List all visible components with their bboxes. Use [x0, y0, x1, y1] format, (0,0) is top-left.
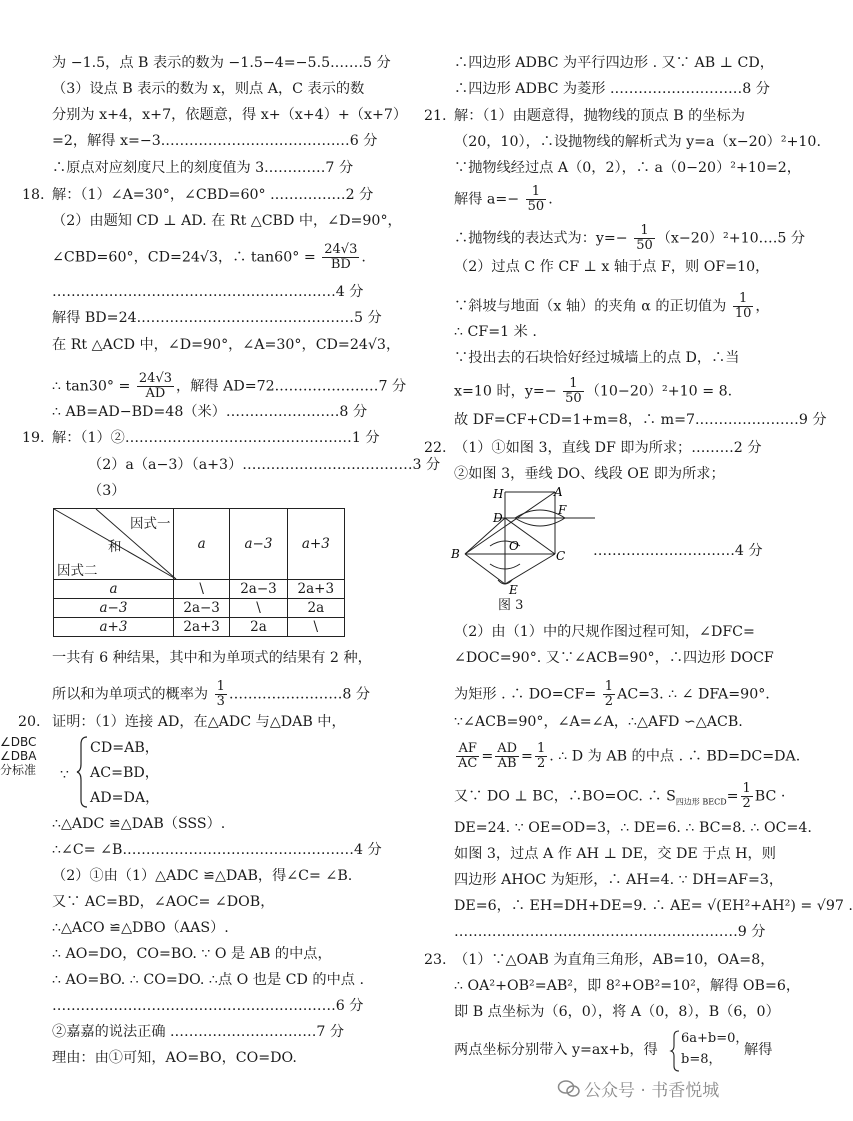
text-line: ∴ AO=DO，CO=BO. ∵ O 是 AB 的中点， [52, 946, 332, 962]
text-line: ∵投出去的石块恰好经过城墙上的点 D，∴当 [454, 350, 740, 366]
text-line: （3）设点 B 表示的数为 x，则点 A，C 表示的数 [52, 81, 365, 97]
question-number: 19. [22, 430, 45, 446]
text-line: =2，解得 x=−3.…………………………………6 分 [52, 133, 378, 149]
system-equation: 6a+b=0， [681, 1031, 749, 1046]
text-line: ∴抛物线的表达式为：y=− $\frac{1}{50}$ （x−20）²+10.…5 分 [454, 223, 806, 253]
system-equation: CD=AB， [90, 740, 159, 756]
system-brace [76, 736, 88, 808]
row-label: a−3 [54, 599, 174, 618]
fraction: $\frac{24√3}{AD}$ [138, 371, 173, 401]
fraction: $\frac{AD}{AB}$ [497, 741, 518, 771]
text-line: ∴∠C= ∠B.…………………………………………4 分 [52, 842, 382, 858]
text-line: 两点坐标分别带入 y=ax+b，得 [454, 1042, 658, 1058]
fig-label-H: H [493, 487, 504, 501]
system-equation: AC=BD， [90, 765, 159, 781]
text-line: ∴ OA²+OB²=AB²，即 8²+OB²=10²，解得 OB=6， [454, 978, 801, 994]
fraction: $\frac{1}{3}$ [216, 679, 225, 709]
text-line: 为 −1.5，点 B 表示的数为 −1.5−4=−5.5.……5 分 [52, 55, 391, 71]
fig-label-E: E [509, 583, 518, 597]
fig-label-D: D [493, 511, 503, 525]
text-line: ∴ CF=1 米 . [454, 324, 537, 340]
question-number: 23. [424, 952, 447, 968]
row-label: a [54, 580, 174, 599]
corner-mid-label: 和 [108, 539, 122, 555]
table-cell: \ [287, 618, 344, 637]
text-line: 理由：由①可知，AO=BO，CO=DO. [52, 1050, 297, 1066]
watermark: 公众号 · 书香悦城 [558, 1076, 719, 1101]
text-line: ∴ AB=AD−BD=48（米）……………………8 分 [52, 404, 368, 420]
table-cell: 2a+3 [173, 618, 229, 637]
text-line: （2）a（a−3）（a+3）………………………………3 分 [88, 457, 441, 473]
text-line: 又∵ AC=BD，∠AOC= ∠DOB， [52, 894, 275, 910]
fraction: $\frac{1}{2}$ [742, 781, 751, 811]
text-line: ∵斜坡与地面（x 轴）的夹角 α 的正切值为 $\frac{1}{10}$ ， [454, 291, 770, 321]
table-cell: 2a+3 [287, 580, 344, 599]
corner-top-label: 因式一 [130, 516, 171, 532]
text-line: （20，10），∴设抛物线的解析式为 y=a（x−20）²+10. [454, 134, 821, 150]
text-line: ②嘉嘉的说法正确 .…………………………7 分 [52, 1024, 345, 1040]
because-symbol: ∵ [60, 767, 70, 783]
fraction: $\frac{1}{50}$ [527, 184, 545, 214]
text-line: （2）由题知 CD ⊥ AD. 在 Rt △CBD 中，∠D=90°， [52, 213, 402, 229]
fraction: $\frac{1}{2}$ [604, 679, 614, 709]
table-row [54, 580, 345, 599]
fraction: $\frac{24√3}{BD}$ [324, 242, 358, 272]
text-line: ……………………………………………………4 分 [52, 284, 364, 300]
text-line: （2）①由（1）△ADC ≌△DAB，得∠C= ∠B. [52, 868, 353, 884]
fig-label-C: C [556, 549, 566, 563]
text-line: $\frac{AF}{AC}$ = $\frac{AD}{AB}$ = $\frac{1}{2}$ . ∴ D 为 AB 的中点 . ∴ BD=DC=DA. [458, 741, 801, 771]
fraction: $\frac{1}{50}$ [565, 376, 582, 406]
question-number: 18. [22, 187, 45, 203]
corner-bottom-label: 因式二 [57, 563, 98, 579]
text-line: ∴ AO=BO. ∴ CO=DO. ∴点 O 也是 CD 的中点 . [52, 972, 364, 988]
system-equation: b=8， [681, 1052, 722, 1067]
text-line: 解得 BD=24.………………………………………5 分 [52, 310, 382, 326]
text-line: 解：（1）∠A=30°，∠CBD=60° .……………2 分 [52, 187, 374, 203]
fraction: $\frac{AF}{AC}$ [458, 741, 478, 771]
text-line: ∵∠ACB=90°，∠A=∠A，∴△AFD ∽△ACB. [454, 714, 743, 730]
question-number: 21. [424, 108, 447, 124]
table-cell: \ [173, 580, 229, 599]
text-line: 如图 3，过点 A 作 AH ⊥ DE，交 DE 于点 H，则 [454, 846, 776, 862]
text-line: ……………………………………………………6 分 [52, 998, 364, 1014]
table-header-cell: a+3 [287, 509, 344, 580]
text-line: 一共有 6 种结果，其中和为单项式的结果有 2 种， [52, 650, 372, 666]
table-row [54, 618, 345, 637]
text-line: （2）过点 C 作 CF ⊥ x 轴于点 F，则 OF=10， [454, 259, 770, 275]
table-header-cell: a [173, 509, 229, 580]
system-brace [670, 1030, 680, 1072]
text-line: ②如图 3，垂线 DO、线段 OE 即为所求； [454, 466, 725, 482]
text-line: 所以和为单项式的概率为 $\frac{1}{3}$ ……………………8 分 [52, 679, 371, 709]
table-corner [54, 509, 174, 580]
figure-3 [450, 484, 600, 596]
text-line: 解：（1）由题意得，抛物线的顶点 B 的坐标为 [454, 108, 745, 124]
text-line: ∴△ADC ≌△DAB（SSS）. [52, 816, 226, 832]
text-line: 故 DF=CF+CD=1+m=8，∴ m=7.…………………9 分 [454, 412, 827, 428]
text-line: DE=6，∴ EH=DH+DE=9. ∴ AE= √(EH²+AH²) = √97 . [454, 898, 853, 914]
fraction: $\frac{1}{2}$ [536, 741, 546, 771]
text-line: DE=24. ∵ OE=OD=3，∴ DE=6. ∴ BC=8. ∴ OC=4. [454, 820, 812, 836]
text-line: 即 B 点坐标为（6，0），将 A（0，8），B（6，0） [454, 1004, 780, 1020]
text-line: 解得 [744, 1042, 773, 1058]
text-line: 为矩形 . ∴ DO=CF= $\frac{1}{2}$ AC=3. ∴ ∠ DFA=90°. [454, 679, 770, 709]
text-line: ∴ tan30° = $\frac{24√3}{AD}$ ，解得 AD=72.…………………7 分 [52, 371, 407, 401]
text-line: （2）由（1）中的尺规作图过程可知，∠DFC= [454, 624, 755, 640]
figure-caption: 图 3 [498, 598, 524, 613]
table-cell: 2a−3 [230, 580, 287, 599]
question-number: 22. [424, 440, 447, 456]
text-line: …………………………4 分 [593, 543, 763, 559]
table-cell: 2a [287, 599, 344, 618]
fraction: $\frac{1}{10}$ [734, 291, 752, 321]
table-cell: 2a [230, 618, 287, 637]
fig-label-O: O [509, 539, 519, 553]
wechat-icon [558, 1080, 578, 1096]
text-line: 分别为 x+4，x+7，依题意，得 x+（x+4）+（x+7） [52, 107, 408, 123]
fig-label-A: A [554, 485, 563, 499]
text-line: ∠CBD=60°，CD=24√3，∴ tan60° = $\frac{24√3}{BD}$ . [52, 242, 366, 272]
fraction: $\frac{1}{50}$ [636, 223, 653, 253]
table-row [54, 599, 345, 618]
text-line: ∴四边形 ADBC 为菱形 .………………………8 分 [454, 81, 770, 97]
text-line: 证明：（1）连接 AD，在△ADC 与△DAB 中， [52, 714, 346, 730]
text-line: ∴原点对应刻度尺上的刻度值为 3.…………7 分 [52, 160, 354, 176]
table-cell: 2a−3 [173, 599, 229, 618]
text-line: ∠DOC=90°. 又∵∠ACB=90°，∴四边形 DOCF [454, 650, 774, 666]
text-line: （1）①如图 3，直线 DF 即为所求；………2 分 [454, 440, 762, 456]
fig-label-F: F [558, 503, 567, 517]
text-line: （1）∵△OAB 为直角三角形，AB=10，OA=8， [454, 952, 775, 968]
text-line: 解：（1）②…………………………………………1 分 [52, 430, 380, 446]
system-equation: AD=DA， [90, 790, 160, 806]
text-line: 解得 a=− $\frac{1}{50}$ . [454, 184, 553, 214]
text-line: x=10 时，y=− $\frac{1}{50}$ （10−20）²+10 = 8. [454, 376, 733, 406]
text-line: ∵抛物线经过点 A（0，2），∴ a（0−20）²+10=2， [454, 160, 801, 176]
text-line: 又∵ DO ⊥ BC，∴BO=OC. ∴ $S_{四边形 BECD}=$ $\frac{1}{2}$ BC · [454, 781, 786, 811]
fig-label-B: B [451, 547, 460, 561]
text-line: 在 Rt △ACD 中，∠D=90°，∠A=30°，CD=24√3， [52, 337, 401, 353]
text-line: ∴△ACO ≌△DBO（AAS）. [52, 920, 229, 936]
row-label: a+3 [54, 618, 174, 637]
text-line: ……………………………………………………9 分 [454, 924, 766, 940]
table-cell: \ [230, 599, 287, 618]
text-line: （3） [88, 483, 126, 499]
text-line: 四边形 AHOC 为矩形，∴ AH=4. ∵ DH=AF=3， [454, 872, 784, 888]
text-line: ∴四边形 ADBC 为平行四边形 . 又∵ AB ⊥ CD， [454, 55, 774, 71]
question-number: 20. [18, 714, 41, 730]
sum-table [53, 508, 345, 637]
table-header-cell: a−3 [230, 509, 287, 580]
margin-note: ∠DBC ∠DBA 分标准 [0, 735, 37, 777]
